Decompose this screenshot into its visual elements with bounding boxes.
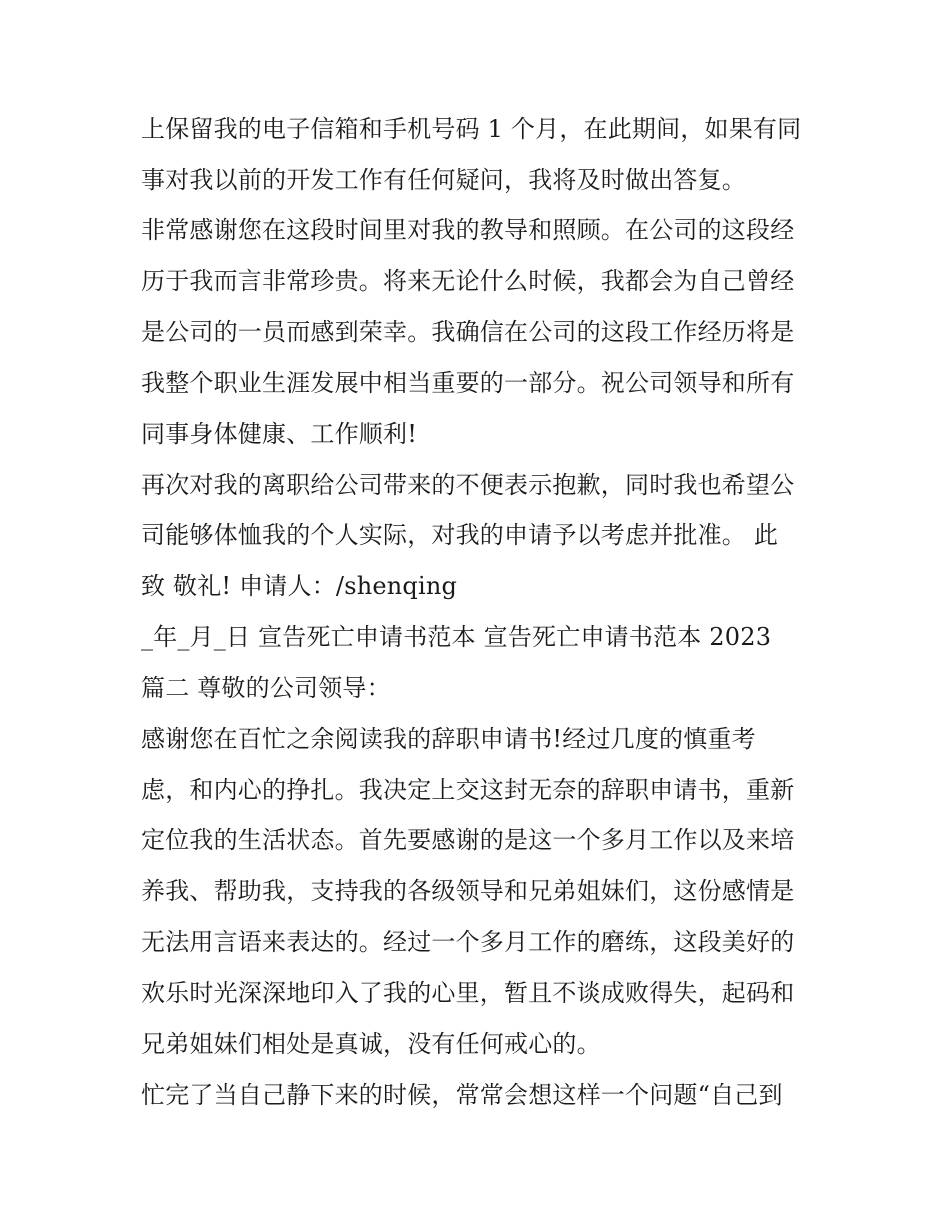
text-line: 上保留我的电子信箱和手机号码 1 个月，在此期间，如果有同	[141, 115, 802, 143]
text-line: 事对我以前的开发工作有任何疑问，我将及时做出答复。	[141, 166, 746, 194]
text-line: 非常感谢您在这段时间里对我的教导和照顾。在公司的这段经	[141, 216, 795, 244]
text-line: 无法用言语来表达的。经过一个多月工作的磨练，这段美好的	[141, 928, 795, 956]
text-line: 感谢您在百忙之余阅读我的辞职申请书!经过几度的慎重考	[141, 725, 756, 753]
text-line: 我整个职业生涯发展中相当重要的一部分。祝公司领导和所有	[141, 369, 795, 397]
text-line: 定位我的生活状态。首先要感谢的是这一个多月工作以及来培	[141, 826, 795, 854]
text-line: 养我、帮助我，支持我的各级领导和兄弟姐妹们，这份感情是	[141, 877, 795, 905]
text-line: 兄弟姐妹们相处是真诚，没有任何戒心的。	[141, 1030, 601, 1058]
text-line: _年_月_日 宣告死亡申请书范本 宣告死亡申请书范本 2023	[141, 623, 772, 651]
text-line: 再次对我的离职给公司带来的不便表示抱歉，同时我也希望公	[141, 471, 795, 499]
text-line: 致 敬礼! 申请人：/shenqing	[141, 572, 458, 600]
text-line: 是公司的一员而感到荣幸。我确信在公司的这段工作经历将是	[141, 318, 795, 346]
text-line: 虑，和内心的挣扎。我决定上交这封无奈的辞职申请书，重新	[141, 776, 795, 804]
text-line: 司能够体恤我的个人实际，对我的申请予以考虑并批准。 此	[141, 521, 779, 549]
text-line: 同事身体健康、工作顺利!	[141, 420, 418, 448]
text-line: 历于我而言非常珍贵。将来无论什么时候，我都会为自己曾经	[141, 267, 795, 295]
text-line: 篇二 尊敬的公司领导：	[141, 674, 391, 702]
text-line: 忙完了当自己静下来的时候，常常会想这样一个问题“自己到	[141, 1081, 783, 1109]
text-line: 欢乐时光深深地印入了我的心里，暂且不谈成败得失，起码和	[141, 979, 795, 1007]
